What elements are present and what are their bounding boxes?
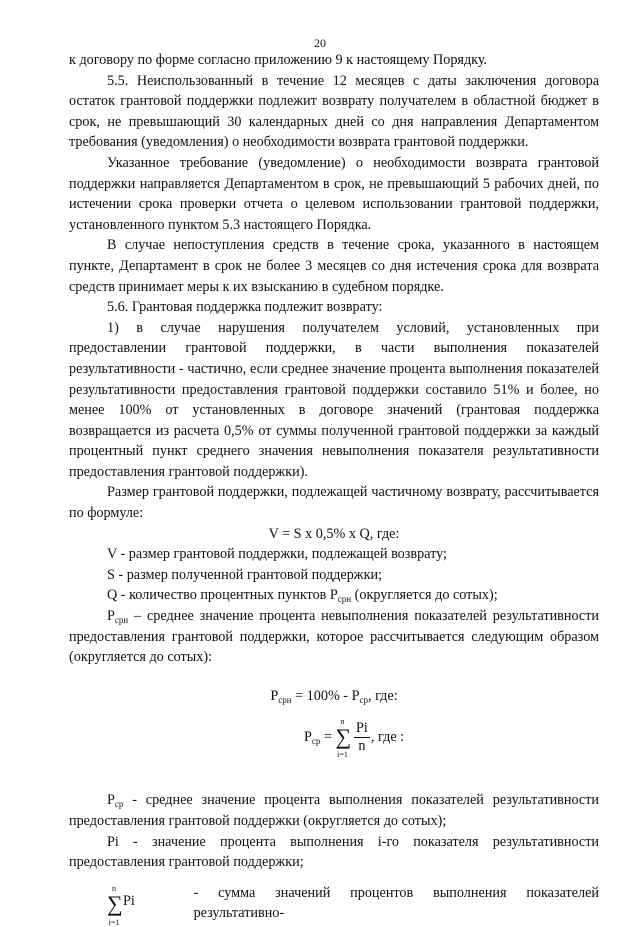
- paragraph-5-6: 5.6. Грантовая поддержка подлежит возврату:: [107, 299, 383, 316]
- paragraph-item-1: 1) в случае нарушения получателем условий, установленных при предоставлении грантовой поддержки, в части выполнения показателей результативности - частично, если среднее значение процента выполнения показателей результативности предоставления грантовой поддержки составило 51% и более, но менее 100% от установленных в договоре значений (грантовая поддержка возвращается из расчета 0,5% от суммы полученной грантовой поддержки за каждый процентный пункт среднего значения невыполнения показателя результативности предоставления грантовой поддержки).: [69, 319, 599, 480]
- formula-psr: $P_{ср}$ = n ∑ i=1 $\frac{Pi}{n}$ , где :: [304, 716, 405, 760]
- explanation-sum: n ∑ i=1 Pi - сумма значений процентов выполнения показателей результативно-: [107, 884, 599, 927]
- paragraph-recovery: В случае непоступления средств в течение срока, указанного в настоящем пункте, Департамент в срок не более 3 месяцев со дня истечения срока для возврата средств принимает меры к их взысканию в судебном порядке.: [69, 237, 599, 295]
- formula-psrn: $P_{срн} = 100\% - P_{ср}$, где:: [270, 687, 398, 705]
- definition-s: S - размер полученной грантовой поддержки;: [107, 566, 383, 583]
- definition-v: V - размер грантовой поддержки, подлежащей возврату;: [107, 546, 447, 563]
- explanation-psr: $P_{ср}$ - среднее значение процента выполнения показателей результативности предоставления грантовой поддержки (округляется до сотых);: [69, 792, 599, 829]
- paragraph-continuation: к договору по форме согласно приложению 9 к настоящему Порядку.: [69, 52, 488, 68]
- paragraph-formula-intro: Размер грантовой поддержки, подлежащей частичному возврату, рассчитывается по формуле:: [69, 484, 599, 522]
- explanation-pi: Pi - значение процента выполнения i-го показателя результативности предоставления грантовой поддержки;: [69, 833, 599, 871]
- document-body: [69, 50, 599, 927]
- sum-symbol-icon: n ∑ i=1: [335, 716, 352, 760]
- fraction: $\frac{Pi}{n}$: [356, 720, 368, 755]
- sum-symbol-icon: n ∑ i=1: [107, 884, 123, 927]
- definition-q: Q - количество процентных пунктов $P_{срн}$ (округляется до сотых);: [107, 587, 498, 605]
- formula-main: V = S x 0,5% x Q, где:: [268, 525, 400, 542]
- definition-psrn: $P_{срн}$ – среднее значение процента невыполнения показателей результативности предоставления грантовой поддержки, которое рассчитывается следующим образом (округляется до сотых):: [69, 608, 599, 666]
- paragraph-notice: Указанное требование (уведомление) о необходимости возврата грантовой поддержки направляется Департаментом в срок, не превышающий 5 рабочих дней, по истечении срока проверки отчета о целевом использовании грантовой поддержки, установленного пунктом 5.3 настоящего Порядка.: [69, 154, 599, 233]
- page-number: 20: [314, 36, 326, 50]
- paragraph-5-5: 5.5. Неиспользованный в течение 12 месяцев с даты заключения договора остаток грантовой поддержки подлежит возврату получателем в областной бюджет в срок, не превышающий 30 календарных дней со дня направления Департаментом требования (уведомления) о необходимости возврата грантовой поддержки.: [69, 72, 599, 151]
